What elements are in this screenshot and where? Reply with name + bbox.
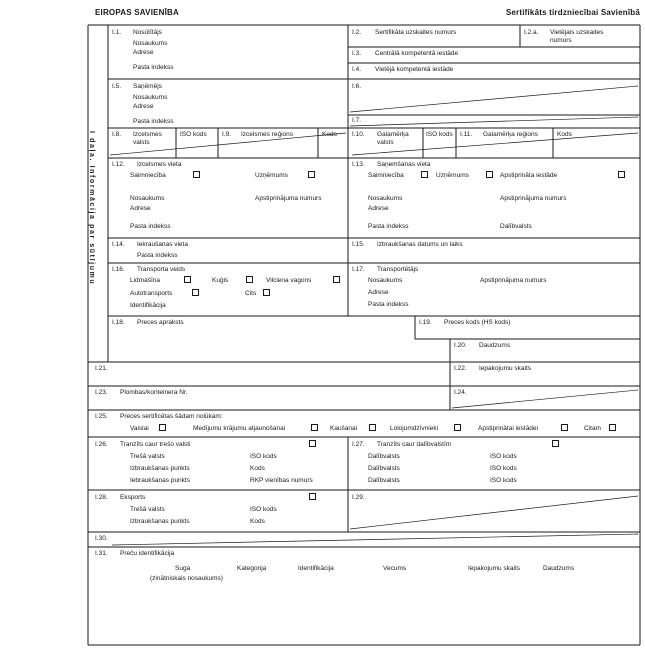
i17-address-label: Adrese [368,289,389,296]
i31-col-age: Vecums [383,565,407,572]
i27-member-state-1-label: Dalībvalsts [368,453,400,460]
i13-approved-body-checkbox[interactable] [618,171,625,178]
i27-number: I.27. [352,441,365,448]
i16-aeroplane-label: Lidmašīna [130,277,160,284]
i11-code-label: Kods [557,131,572,138]
i4-number: I.4. [352,66,362,73]
i30-number: I.30. [95,535,108,542]
i31-col-identification: Identifikācija [298,565,334,572]
i16-road-checkbox[interactable] [192,289,199,296]
i12-approval-label: Apstiprinājuma numurs [255,195,322,202]
i12-name-label: Nosaukums [130,195,165,202]
i16-ship-label: Kuģis [212,277,229,284]
i26-exit-point-label: Izbraukšanas punkts [130,465,190,472]
i16-other-checkbox[interactable] [263,289,270,296]
i10-title: Galamērķa valsts [377,131,409,146]
i27-iso-3-label: ISO kods [490,477,517,484]
i3-title: Centrālā kompetentā iestāde [375,50,459,57]
i17-postal-label: Pasta indekss [368,301,409,308]
i13-title: Saņemšanas vieta [377,161,431,168]
i23-title: Plombas/konteinera Nr. [120,389,188,396]
i12-address-label: Adrese [130,205,151,212]
i14-number: I.14. [112,241,125,248]
i15-title: Izbraukšanas datums un laiks [377,241,463,248]
i25-pets-label: Lolojumdzīvnieki [390,425,439,432]
i25-slaughter-checkbox[interactable] [369,424,376,431]
i6-number: I.6. [352,83,362,90]
i13-member-state-label: Dalībvalsts [500,223,532,230]
i20-number: I.20. [454,342,467,349]
i1-address-label: Adrese [133,49,154,56]
certificate-title: Sertifikāts tirdzniecībai Savienībā [505,8,640,17]
i16-identification-label: Identifikācija [130,302,166,309]
i25-pets-checkbox[interactable] [454,424,461,431]
i17-approval-label: Apstiprinājuma numurs [480,277,547,284]
i13-establishment-label: Uzņēmums [436,172,469,179]
i22-number: I.22. [454,365,467,372]
i28-third-country-label: Trešā valsts [130,506,165,513]
i13-approval-label: Apstiprinājuma numurs [500,195,567,202]
i28-export-checkbox[interactable] [309,493,316,500]
i16-wagon-label: Vilciena vagons [266,277,312,284]
i9-title: Izcelsmes reģions [241,131,294,138]
i15-number: I.15. [352,241,365,248]
i17-title: Transportētājs [377,266,419,273]
i28-iso-label: ISO kods [250,506,277,513]
i26-entry-point-label: Iebraukšanas punkts [130,477,190,484]
i26-third-country-label: Trešā valsts [130,453,165,460]
i13-number: I.13. [352,161,365,168]
i1-title: Nosūtītājs [133,29,162,36]
i13-holding-checkbox[interactable] [421,171,428,178]
i5-title: Saņēmējs [133,83,162,90]
i2-title: Sertifikāta uzskaites numurs [375,29,457,36]
i25-game-restocking-label: Medījumu krājumu atjaunošanai [193,425,286,432]
i25-game-restocking-checkbox[interactable] [311,424,318,431]
i5-postal-label: Pasta indekss [133,118,174,125]
i13-postal-label: Pasta indekss [368,223,409,230]
i25-other-checkbox[interactable] [609,424,616,431]
i25-slaughter-label: Kaušanai [330,425,358,432]
i1-name-label: Nosaukums [133,40,168,47]
i31-number: I.31. [95,550,108,557]
i12-holding-label: Saimniecība [130,172,166,179]
i13-holding-label: Saimniecība [368,172,404,179]
i27-title: Tranzīts caur dalībvalstīm [377,441,452,448]
i18-number: I.18. [112,319,125,326]
i2a-title: Vietējais uzskaites numurs [550,29,604,44]
part-one-strip [88,25,108,362]
i27-iso-1-label: ISO kods [490,453,517,460]
i19-number: I.19. [419,319,432,326]
i2-number: I.2. [352,29,362,36]
i27-member-state-2-label: Dalībvalsts [368,465,400,472]
i14-postal-label: Pasta indekss [137,252,178,259]
i8-title: Izcelsmes valsts [133,131,162,146]
i17-number: I.17. [352,266,365,273]
i5-number: I.5. [112,83,122,90]
i12-establishment-checkbox[interactable] [308,171,315,178]
i28-title: Eksports [120,494,146,501]
i18-title: Preces apraksts [137,319,184,326]
i12-holding-checkbox[interactable] [193,171,200,178]
i10-number: I.10. [352,131,365,138]
i1-postal-label: Pasta indekss [133,64,174,71]
i26-bip-unit-label: RKP vienības numurs [250,477,313,484]
i31-title: Preču identifikācija [120,550,175,557]
i8-iso-label: ISO kods [180,131,207,138]
i9-code-label: Kods [322,131,337,138]
i14-title: Iekraušanas vieta [137,241,188,248]
i31-col-species: Suga [175,565,191,572]
i16-title: Transporta veids [137,266,186,273]
i16-wagon-checkbox[interactable] [333,276,340,283]
i13-name-label: Nosaukums [368,195,403,202]
i3-number: I.3. [352,50,362,57]
i26-transit-checkbox[interactable] [309,440,316,447]
i7-number: I.7. [352,117,362,124]
i26-number: I.26. [95,441,108,448]
i29-number: I.29. [352,494,365,501]
i12-number: I.12. [112,161,125,168]
i1-number: I.1. [112,29,122,36]
i20-title: Daudzums [479,342,511,349]
i28-exit-point-label: Izbraukšanas punkts [130,518,190,525]
i16-aeroplane-checkbox[interactable] [184,276,191,283]
i24-number: I.24. [454,389,467,396]
i25-other-label: Citam [584,425,601,432]
i16-number: I.16. [112,266,125,273]
i25-title: Preces sertificētas šādam nolūkam: [120,413,223,420]
i8-number: I.8. [112,131,122,138]
i25-approved-body-label: Apstiprinātai iestādei [478,425,538,432]
i31-col-category: Kategorija [237,565,267,572]
i27-transit-checkbox[interactable] [552,440,559,447]
i2a-number: I.2.a. [524,29,539,36]
i31-col-quantity: Daudzums [543,565,575,572]
i28-exit-code-label: Kods [250,518,265,525]
i9-number: I.9. [222,131,232,138]
i17-name-label: Nosaukums [368,277,403,284]
i25-number: I.25. [95,413,108,420]
i11-title: Galamērķa reģions [483,131,538,138]
i13-address-label: Adrese [368,205,389,212]
i19-title: Preces kods (HS kods) [444,319,511,326]
i27-member-state-3-label: Dalībvalsts [368,477,400,484]
i26-iso-label: ISO kods [250,453,277,460]
i25-breeding-label: Vaislai [130,425,149,432]
i16-other-label: Cits [245,290,257,297]
i5-name-label: Nosaukums [133,94,168,101]
i22-title: Iepakojumu skaits [479,365,532,372]
i25-approved-body-checkbox[interactable] [561,424,568,431]
i5-address-label: Adrese [133,103,154,110]
i16-road-label: Autotransports [130,290,173,297]
i10-iso-label: ISO kods [426,131,453,138]
i13-approved-body-label: Apstiprināta iestāde [500,172,558,179]
eu-title: EIROPAS SAVIENĪBA [95,8,180,17]
i31-col-species-sub: (zinātniskais nosaukums) [150,575,223,582]
i16-ship-checkbox[interactable] [246,276,253,283]
i28-number: I.28. [95,494,108,501]
i23-number: I.23. [95,389,108,396]
i26-title: Tranzīts caur trešo valsti [120,441,191,448]
i12-postal-label: Pasta indekss [130,223,171,230]
i31-col-packages: Iepakojumu skaits [468,565,521,572]
i13-establishment-checkbox[interactable] [486,171,493,178]
i26-exit-code-label: Kods [250,465,265,472]
i11-number: I.11. [460,131,473,138]
part-one-side-label: I daļa. Informācija par sūtījumu [88,131,95,286]
i25-breeding-checkbox[interactable] [159,424,166,431]
i21-number: I.21. [95,365,108,372]
i12-establishment-label: Uzņēmums [255,172,288,179]
i4-title: Vietējā kompetentā iestāde [375,66,454,73]
i12-title: Izcelsmes vieta [137,161,182,168]
i27-iso-2-label: ISO kods [490,465,517,472]
